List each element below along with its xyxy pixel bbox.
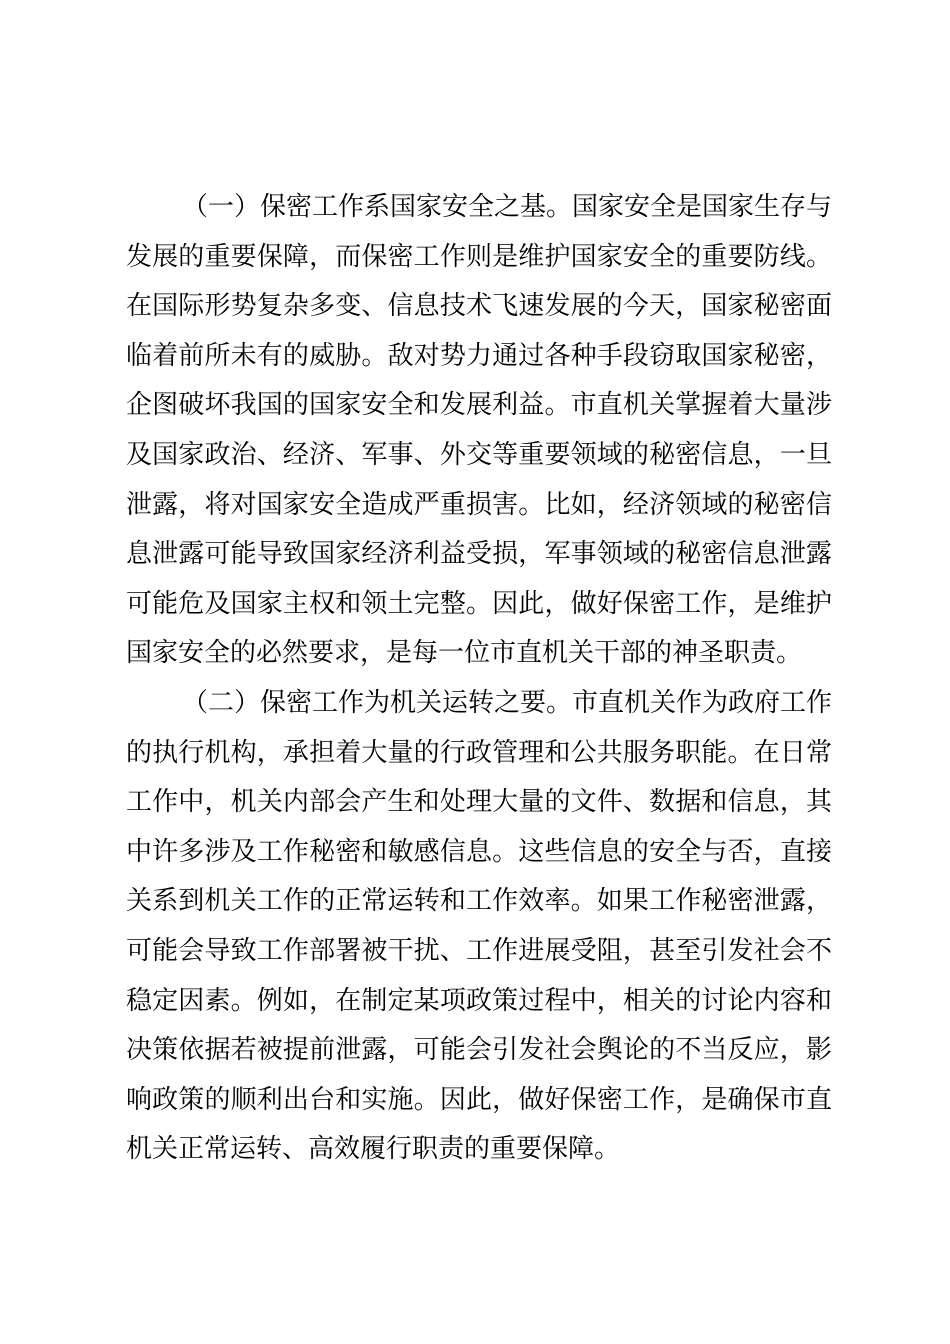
paragraph-line: 泄露，将对国家安全造成严重损害。比如，经济领域的秘密信 [126,489,832,520]
paragraph-line: 稳定因素。例如，在制定某项政策过程中，相关的讨论内容和 [126,985,832,1016]
paragraph-line: 可能会导致工作部署被干扰、工作进展受阻，甚至引发社会不 [126,935,832,966]
paragraph-1 [126,183,832,679]
paragraph-line: （一）保密工作系国家安全之基。国家安全是国家生存与 [182,192,832,222]
paragraph-2 [126,679,832,1175]
paragraph-line: 机关正常运转、高效履行职责的重要保障。 [126,1134,621,1165]
paragraph-line: 中许多涉及工作秘密和敏感信息。这些信息的安全与否，直接 [126,836,832,867]
paragraph-line: 及国家政治、经济、军事、外交等重要领域的秘密信息，一旦 [126,439,832,470]
paragraph-line: 可能危及国家主权和领土完整。因此，做好保密工作，是维护 [126,588,832,619]
paragraph-line: 临着前所未有的威胁。敌对势力通过各种手段窃取国家秘密， [126,340,832,371]
paragraph-line: 工作中，机关内部会产生和处理大量的文件、数据和信息，其 [126,787,832,818]
paragraph-line: 企图破坏我国的国家安全和发展利益。市直机关掌握着大量涉 [126,390,832,421]
paragraph-line: 响政策的顺利出台和实施。因此，做好保密工作，是确保市直 [126,1084,832,1115]
paragraph-line: 在国际形势复杂多变、信息技术飞速发展的今天，国家秘密面 [126,291,832,322]
paragraph-line: 国家安全的必然要求，是每一位市直机关干部的神圣职责。 [126,638,803,669]
paragraph-line: 息泄露可能导致国家经济利益受损，军事领域的秘密信息泄露 [126,539,832,570]
paragraph-line: 关系到机关工作的正常运转和工作效率。如果工作秘密泄露， [126,886,832,917]
paragraph-line: 发展的重要保障，而保密工作则是维护国家安全的重要防线。 [126,241,832,272]
paragraph-line: 决策依据若被提前泄露，可能会引发社会舆论的不当反应，影 [126,1035,832,1066]
document-body [126,183,832,1175]
paragraph-line: （二）保密工作为机关运转之要。市直机关作为政府工作 [182,687,832,718]
paragraph-line: 的执行机构，承担着大量的行政管理和公共服务职能。在日常 [126,737,832,768]
